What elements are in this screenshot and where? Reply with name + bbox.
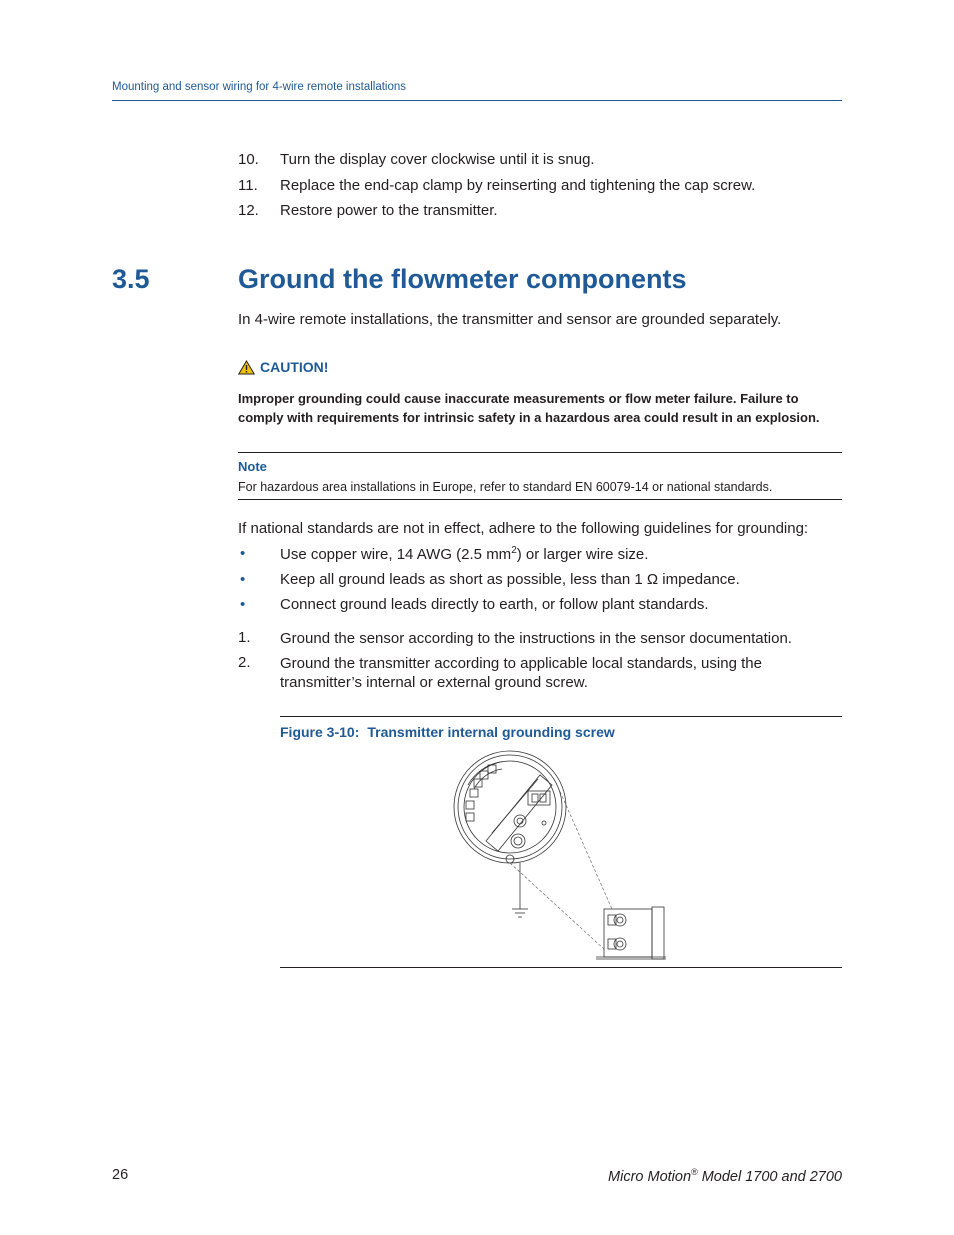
registered-mark: ® bbox=[691, 1167, 698, 1177]
section-number: 3.5 bbox=[112, 264, 150, 294]
superscript: 2 bbox=[511, 545, 517, 556]
list-item bbox=[238, 151, 842, 177]
note-rule-bottom bbox=[238, 499, 842, 500]
footer-title-part: Micro Motion bbox=[608, 1168, 692, 1185]
guidelines-intro: If national standards are not in effect, adhere to the following guidelines for grounding: bbox=[238, 520, 809, 537]
list-item bbox=[238, 654, 842, 694]
guidelines-list bbox=[238, 545, 842, 622]
bullet-dot: • bbox=[240, 545, 246, 562]
step-number: 2. bbox=[238, 654, 251, 671]
step-number: 1. bbox=[238, 629, 251, 646]
caution-text: Improper grounding could cause inaccurate measurements or flow meter failure. Failure to comply with requirements for intrinsic safety in a hazardous area could result in an explosion. bbox=[238, 391, 820, 425]
step-text: Replace the end-cap clamp by reinserting and tightening the cap screw. bbox=[280, 176, 756, 194]
figure-caption bbox=[280, 724, 615, 740]
section-title: Ground the flowmeter components bbox=[238, 264, 687, 294]
note-heading: Note bbox=[238, 459, 267, 474]
caution-label: CAUTION! bbox=[260, 359, 329, 375]
note-rule-top bbox=[238, 452, 842, 453]
bullet-dot: • bbox=[240, 570, 246, 588]
list-item bbox=[238, 202, 842, 228]
footer-title-part: Model 1700 and 2700 bbox=[697, 1168, 842, 1185]
step-text: Ground the transmitter according to applicable local standards, using the transmitter’s internal or external ground screw. bbox=[280, 655, 762, 691]
step-number: 10. bbox=[238, 151, 259, 168]
figure-title: Transmitter internal grounding screw bbox=[367, 724, 615, 740]
list-item bbox=[238, 177, 842, 203]
bullet-text bbox=[280, 545, 648, 563]
page-number: 26 bbox=[112, 1167, 129, 1183]
note-text: For hazardous area installations in Europe, refer to standard EN 60079-14 or national standards. bbox=[238, 480, 773, 494]
step-text: Restore power to the transmitter. bbox=[280, 202, 498, 219]
step-number: 11. bbox=[238, 176, 258, 194]
list-item bbox=[238, 545, 842, 571]
bullet-text-part: ) or larger wire size. bbox=[516, 546, 649, 563]
bullet-text-part: Use copper wire, 14 AWG (2.5 mm bbox=[280, 546, 512, 563]
section-intro: In 4-wire remote installations, the transmitter and sensor are grounded separately. bbox=[238, 311, 782, 328]
figure-image bbox=[440, 745, 680, 965]
steps-top bbox=[238, 151, 842, 228]
figure-rule-top bbox=[280, 716, 842, 717]
list-item bbox=[238, 571, 842, 597]
figure-label: Figure 3-10: bbox=[280, 724, 360, 740]
bullet-dot: • bbox=[240, 596, 246, 613]
figure-rule-bottom bbox=[280, 967, 842, 968]
steps-bottom bbox=[238, 629, 842, 694]
transmitter-grounding-drawing bbox=[440, 745, 680, 965]
header-rule bbox=[112, 100, 842, 101]
warning-triangle-icon bbox=[238, 360, 255, 375]
running-header: Mounting and sensor wiring for 4-wire remote installations bbox=[112, 81, 407, 93]
step-text: Ground the sensor according to the instructions in the sensor documentation. bbox=[280, 630, 792, 647]
list-item bbox=[238, 596, 842, 622]
step-text: Turn the display cover clockwise until it is snug. bbox=[280, 151, 595, 168]
bullet-text: Connect ground leads directly to earth, or follow plant standards. bbox=[280, 596, 709, 613]
list-item bbox=[238, 629, 842, 654]
footer-title bbox=[608, 1167, 842, 1185]
caution-heading bbox=[238, 359, 328, 375]
bullet-text: Keep all ground leads as short as possible, less than 1 Ω impedance. bbox=[280, 570, 740, 588]
step-number: 12. bbox=[238, 202, 259, 219]
